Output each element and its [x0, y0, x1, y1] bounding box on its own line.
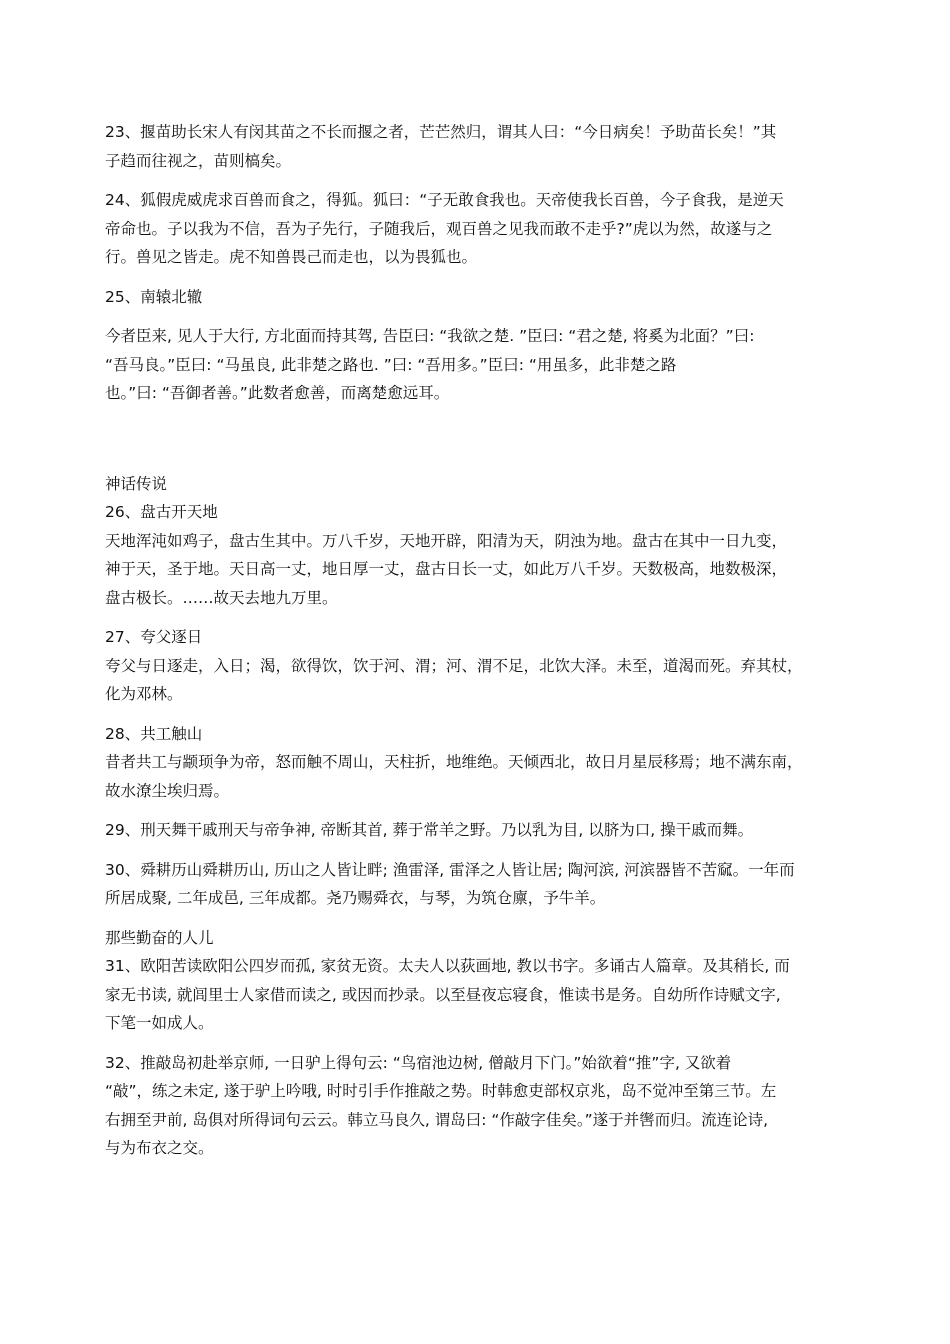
- heading-26: 26、盘古开天地: [105, 503, 218, 521]
- paragraph-30: 30、舜耕历山舜耕历山, 历山之人皆让畔; 渔雷泽, 雷泽之人皆让居; 陶河滨, 河滨器皆不苦窳。一年而 所居成聚, 二年成邑, 三年成都。尧乃赐舜衣，与琴，为筑仓廪，予牛羊。: [105, 860, 795, 907]
- paragraph-26: 天地浑沌如鸡子，盘古生其中。万八千岁，天地开辟，阳清为天，阴浊为地。盘古在其中一日九变， 神于天，圣于地。天日高一丈，地日厚一丈，盘古日长一丈，如此万八千岁。天数极高，地数极深， 盘古极长。……故天去地九万里。: [105, 531, 788, 607]
- paragraph-27: 夸父与日逐走，入日；渴，欲得饮，饮于河、渭；河、渭不足，北饮大泽。未至，道渴而死。弃其杖， 化为邓林。: [105, 656, 803, 703]
- heading-25: 25、南辕北辙: [105, 287, 203, 306]
- document-page: [105, 118, 855, 1163]
- heading-27: 27、夸父逐日: [105, 628, 203, 646]
- paragraph-25: 今者臣来, 见人于大行, 方北面而持其驾, 告臣曰: “我欲之楚. ”臣曰: “君之楚, 将奚为北面？”曰: “吾马良。”臣曰: “马虽良, 此非楚之路也. ”曰: “吾用多。”臣曰: “用虽多，此非楚之路 也。”曰: “吾御者善。”此数者愈善，而离楚愈远耳。: [105, 327, 755, 402]
- paragraph-28: 昔者共工与颛顼争为帝，怒而触不周山，天柱折，地维绝。天倾西北，故日月星辰移焉；地不满东南， 故水潦尘埃归焉。: [105, 753, 803, 800]
- heading-28: 28、共工触山: [105, 724, 203, 743]
- paragraph-23: 23、揠苗助长宋人有闵其苗之不长而揠之者，芒芒然归，谓其人曰：“今日病矣！予助苗长矣！”其 子趋而往视之，苗则槁矣。: [105, 123, 777, 170]
- section-title-diligent: 那些勤奋的人儿: [105, 928, 214, 947]
- paragraph-32: 32、推敲岛初赴举京师, 一日驴上得句云: “鸟宿池边树, 僧敲月下门。”始欲着“推”字, 又欲着 “敲”，练之未定, 遂于驴上吟哦, 时时引手作推敲之势。时韩愈吏部权京兆，岛不觉冲至第三节。左 右拥至尹前, 岛俱对所得词句云云。韩立马良久, 谓岛曰: “作敲字佳矣。”遂于并辔而归。流连论诗, 与为布衣之交。: [105, 1053, 777, 1157]
- paragraph-29: 29、刑天舞干戚刑天与帝争神, 帝断其首, 葬于常羊之野。乃以乳为目, 以脐为口, 操干戚而舞。: [105, 821, 754, 839]
- section-title-myth: 神话传说: [105, 474, 168, 493]
- paragraph-31: 31、欧阳苦读欧阳公四岁而孤, 家贫无资。太夫人以荻画地, 教以书字。多诵古人篇章。及其稍长, 而 家无书读, 就闾里士人家借而读之, 或因而抄录。以至昼夜忘寝食，惟读书是务。自幼所作诗赋文字, 下笔一如成人。: [105, 957, 790, 1032]
- paragraph-24: 24、狐假虎威虎求百兽而食之，得狐。狐曰：“子无敢食我也。天帝使我长百兽，今子食我，是逆天 帝命也。子以我为不信，吾为子先行，子随我后，观百兽之见我而敢不走乎?”虎以为然，故遂与之 行。兽见之皆走。虎不知兽畏己而走也，以为畏狐也。: [105, 191, 784, 266]
